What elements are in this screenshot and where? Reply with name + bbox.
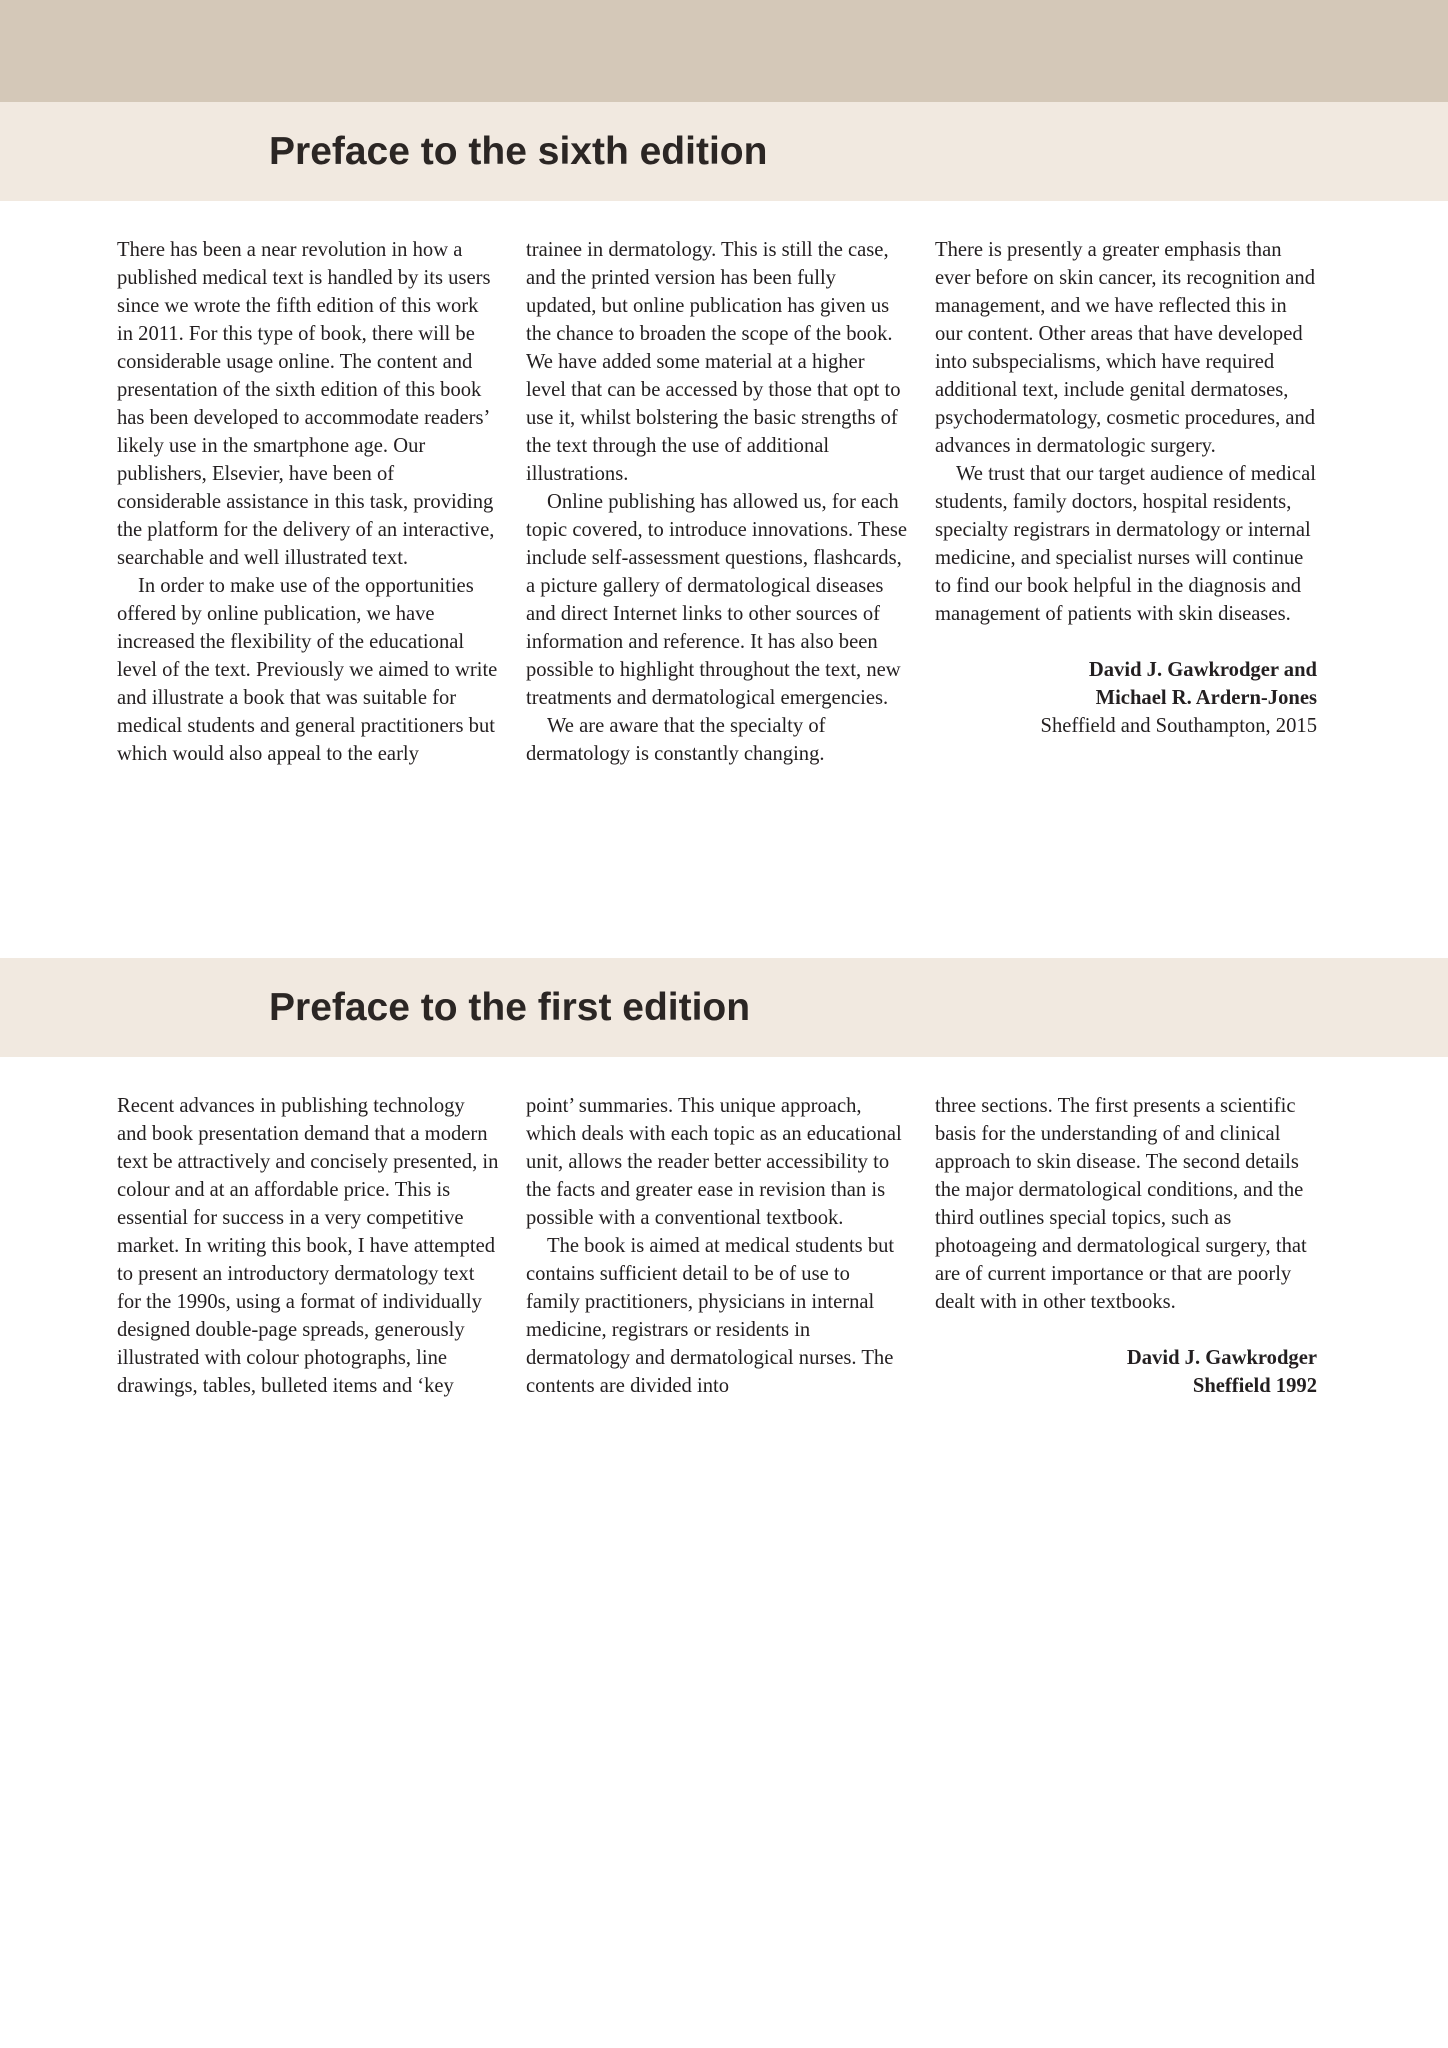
signature-place-date: Sheffield 1992	[1192, 1375, 1317, 1397]
first-column-2	[526, 1092, 908, 1400]
paragraph: The book is aimed at medical students but contains sufficient detail to be of use to family practitioners, physicians in internal medicine, registrars or residents in dermatology and dermatological nurses. The contents are divided into	[526, 1235, 895, 1397]
first-edition-title: Preface to the first edition	[269, 986, 751, 1029]
sixth-signature	[935, 656, 1317, 740]
author-name: David J. Gawkrodger	[1126, 1347, 1317, 1369]
paragraph: We trust that our target audience of medical students, family doctors, hospital residents, specialty registrars in dermatology or internal medicine, and specialist nurses will continue to find our book helpful in the diagnosis and management of patients with skin diseases.	[935, 463, 1316, 625]
author-name: David J. Gawkrodger and	[1088, 659, 1317, 681]
sixth-edition-title: Preface to the sixth edition	[269, 130, 768, 173]
paragraph: Recent advances in publishing technology and book presentation demand that a modern text be attractively and concisely presented, in colour and at an affordable price. This is essential for success in a very competitive market. In writing this book, I have attempted to present an introductory dermatology text for the 1990s, using a format of individually designed double-page spreads, generously illustrated with colour photographs, line drawings, tables, bulleted items and ‘key	[117, 1095, 499, 1397]
sixth-edition-header	[0, 102, 1448, 201]
first-edition-body	[117, 1092, 1317, 1400]
paragraph: We are aware that the specialty of dermatology is constantly changing.	[526, 715, 826, 765]
sixth-column-3	[935, 236, 1317, 768]
sixth-column-2	[526, 236, 908, 768]
paragraph: In order to make use of the opportunities offered by online publication, we have increased the flexibility of the educational level of the text. Previously we aimed to write and illustrate a book that was suitable for medical students and general practitioners but which would also appeal to the early	[117, 575, 498, 765]
paragraph: There is presently a greater emphasis than ever before on skin cancer, its recognition and management, and we have reflected this in our content. Other areas that have developed into subspecialisms, which have required additional text, include genital dermatoses, psychodermatology, cosmetic procedures, and advances in dermatologic surgery.	[935, 239, 1316, 457]
author-name: Michael R. Ardern-Jones	[1095, 687, 1317, 709]
first-column-1	[117, 1092, 499, 1400]
sixth-edition-body	[117, 236, 1317, 768]
sixth-column-1	[117, 236, 499, 768]
signature-place-date: Sheffield and Southampton, 2015	[1040, 715, 1317, 737]
paragraph: trainee in dermatology. This is still the case, and the printed version has been fully updated, but online publication has given us the chance to broaden the scope of the book. We have added some material at a higher level that can be accessed by those that opt to use it, whilst bolstering the basic strengths of the text through the use of additional illustrations.	[526, 239, 901, 485]
first-signature	[935, 1344, 1317, 1400]
paragraph: point’ summaries. This unique approach, which deals with each topic as an educational unit, allows the reader better accessibility to the facts and greater ease in revision than is possible with a conventional textbook.	[526, 1095, 902, 1229]
paragraph: There has been a near revolution in how a published medical text is handled by its users since we wrote the fifth edition of this work in 2011. For this type of book, there will be considerable usage online. The content and presentation of the sixth edition of this book has been developed to accommodate readers’ likely use in the smartphone age. Our publishers, Elsevier, have been of considerable assistance in this task, providing the platform for the delivery of an interactive, searchable and well illustrated text.	[117, 239, 495, 569]
top-header-band	[0, 0, 1448, 102]
first-edition-header	[0, 958, 1448, 1057]
paragraph: three sections. The first presents a scientific basis for the understanding of and clinical approach to skin disease. The second details the major dermatological conditions, and the third outlines special topics, such as photoageing and dermatological surgery, that are of current importance or that are poorly dealt with in other textbooks.	[935, 1095, 1307, 1313]
paragraph: Online publishing has allowed us, for each topic covered, to introduce innovations. These include self-assessment questions, flashcards, a picture gallery of dermatological diseases and direct Internet links to other sources of information and reference. It has also been possible to highlight throughout the text, new treatments and dermatological emergencies.	[526, 491, 908, 709]
first-column-3	[935, 1092, 1317, 1400]
